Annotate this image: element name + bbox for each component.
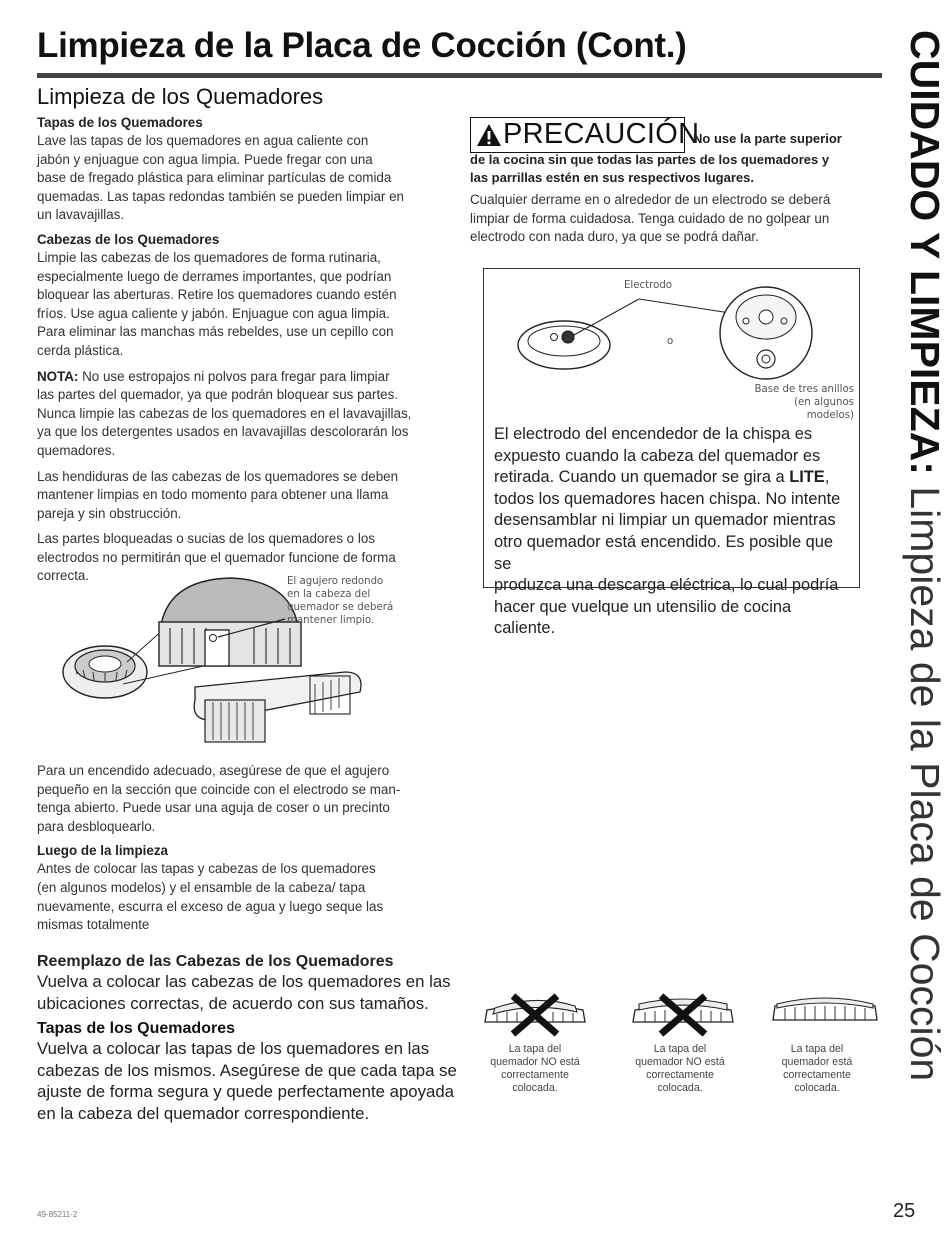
line: Base de tres anillos <box>754 384 854 395</box>
line: Limpie las cabezas de los quemadores de forma rutinaria, <box>37 249 381 265</box>
line: quemador se deberá <box>287 602 394 613</box>
line: quemador está <box>781 1056 853 1068</box>
line: hacer que vuelque un utensilio de cocina caliente. <box>494 597 792 638</box>
cap-incorrect-2 <box>633 996 733 1034</box>
line: en la cabeza del <box>287 589 371 600</box>
line: El electrodo del encendedor de la chispa es <box>494 425 813 443</box>
line: Antes de colocar las tapas y cabezas de los quemadores <box>37 861 376 877</box>
line: especialmente luego de derrames importantes, que podrían <box>37 268 392 284</box>
line: Nunca limpie las cabezas de los quemadores en el lavavajillas, <box>37 405 412 421</box>
line: produzca una descarga eléctrica, lo cual podría <box>494 576 839 595</box>
line: las parrillas estén en sus respectivos lugares. <box>470 170 754 185</box>
line: (en algunos modelos) y el ensamble de la cabeza/ tapa <box>37 879 366 895</box>
line: La tapa del <box>653 1043 707 1055</box>
page-title: Limpieza de la Placa de Cocción (Cont.) <box>37 26 687 65</box>
warning-first-line: No use la parte superior <box>693 131 842 146</box>
line: quemadores. <box>37 442 116 458</box>
line: Para un encendido adecuado, asegúrese de que el agujero <box>37 763 390 778</box>
line: correctamente <box>501 1069 569 1081</box>
line: ya que los detergentes usados en lavavajillas descolorarán los <box>37 424 409 440</box>
line: La tapa del <box>790 1043 844 1055</box>
heading-cabezas: Cabezas de los Quemadores <box>37 231 220 247</box>
cap-incorrect-1 <box>485 996 585 1034</box>
title-rule <box>37 73 882 78</box>
line: , <box>824 468 830 487</box>
line: cerda plástica. <box>37 342 124 358</box>
cap-correct <box>773 998 877 1020</box>
paragraph-nota <box>37 368 447 461</box>
line: electrodo con nada duro, ya que se podrá dañar. <box>470 229 759 245</box>
line: jabón y enjuague con agua limpia. Puede fregar con una <box>37 151 373 167</box>
line: pequeño en la sección que coincide con el electrodo se man- <box>37 781 401 797</box>
line: fríos. Use agua caliente y jabón. Enjuague con agua limpia. <box>37 305 390 321</box>
line: limpiar de forma cuidadosa. Tenga cuidado de no golpear un <box>470 210 830 226</box>
line: bloquear las aberturas. Retire los quemadores cuando estén <box>37 287 397 303</box>
line: Vuelva a colocar las cabezas de los quemadores en las <box>37 972 451 991</box>
heading-luego: Luego de la limpieza <box>37 843 168 859</box>
line: quemadas. Las tapas redondas también se pueden limpiar en <box>37 188 404 204</box>
line: quemador NO está <box>490 1056 580 1068</box>
line: electrodos no permitirán que el quemador funcione de forma <box>37 549 396 565</box>
line: de la cocina sin que todas las partes de los quemadores y <box>470 152 830 167</box>
line: colocada. <box>512 1082 558 1094</box>
precaucion-label: PRECAUCIÓN <box>503 118 700 150</box>
page-number: 25 <box>893 1200 916 1222</box>
cap-diagrams <box>475 990 895 1040</box>
line: cabezas de los mismos. Asegúrese de que cada tapa se <box>37 1060 457 1080</box>
line: No use estropajos ni polvos para fregar para limpiar <box>78 368 390 384</box>
line: mismas totalmente <box>37 917 150 933</box>
side-title-light: Limpieza de la Placa de Cocción <box>902 474 948 1082</box>
line: Para eliminar las manchas más rebeldes, use un cepillo con <box>37 324 394 340</box>
line: quemador NO está <box>635 1056 725 1068</box>
caption-correct <box>742 1043 892 1095</box>
lite-label: LITE <box>789 468 825 487</box>
line: base de fregado plástica para eliminar partículas de comida <box>37 170 392 186</box>
line: mantener limpio. <box>287 615 375 626</box>
derrame-block <box>470 191 890 247</box>
or-label: o <box>667 336 674 347</box>
line: correcta. <box>37 568 90 584</box>
line: ajuste de forma segura y quede perfectamente apoyada <box>37 1082 455 1101</box>
bottom-text <box>37 953 467 1124</box>
paragraph-tapas2 <box>37 1038 467 1124</box>
electrode-figure <box>483 268 860 638</box>
warning-icon <box>476 123 502 147</box>
left-column <box>37 114 447 586</box>
caption-incorrect-2 <box>605 1043 755 1095</box>
line: Cualquier derrame en o alrededor de un electrodo se deberá <box>470 192 831 207</box>
line: Lave las tapas de los quemadores en agua caliente con <box>37 133 369 148</box>
electrodo-label: Electrodo <box>624 280 673 291</box>
line: pareja y sin obstrucción. <box>37 505 182 521</box>
caption-incorrect-1 <box>460 1043 610 1095</box>
line: Las hendiduras de las cabezas de los quemadores se deben <box>37 468 399 484</box>
line: colocada. <box>794 1082 840 1094</box>
line: correctamente <box>783 1069 851 1081</box>
hole-label <box>287 575 393 627</box>
side-title-bold: CUIDADO Y LIMPIEZA: <box>902 30 948 475</box>
line: correctamente <box>646 1069 714 1081</box>
heading-tapas2-text: Tapas de los Quemadores <box>37 1020 235 1037</box>
electrode-box-text <box>494 424 854 640</box>
line: La tapa del <box>508 1043 562 1055</box>
line: tenga abierto. Puede usar una aguja de coser o un precinto <box>37 800 390 816</box>
line: Vuelva a colocar las tapas de los quemadores en las <box>37 1039 430 1058</box>
line: Las partes bloqueadas o sucias de los quemadores o los <box>37 531 375 547</box>
line: las partes del quemador, ya que podrán bloquear sus partes. <box>37 387 399 403</box>
line: desensamblar ni limpiar un quemador mientras <box>494 511 836 530</box>
heading-tapas2 <box>37 1020 467 1038</box>
paragraph-encendido <box>37 762 447 836</box>
line: (en algunos modelos) <box>794 397 854 421</box>
doc-number: 49-85211-2 <box>37 1210 78 1219</box>
line: todos los quemadores hacen chispa. No intente <box>494 489 841 508</box>
left-column-lower <box>37 762 447 935</box>
line: nuevamente, escurra el exceso de agua y luego seque las <box>37 898 384 914</box>
precaucion-box <box>470 117 700 153</box>
line: colocada. <box>657 1082 703 1094</box>
line: otro quemador está encendido. Es posible que se <box>494 532 833 573</box>
line: mantener limpias en todo momento para obtener una llama <box>37 487 389 503</box>
base-label <box>744 383 854 422</box>
paragraph-luego <box>37 860 447 934</box>
paragraph-reemplazo <box>37 971 467 1014</box>
heading-tapas: Tapas de los Quemadores <box>37 115 203 130</box>
line: retirada. Cuando un quemador se gira a <box>494 468 790 487</box>
line: ubicaciones correctas, de acuerdo con sus tamaños. <box>37 993 429 1013</box>
paragraph-cabezas <box>37 249 447 361</box>
section-title: Limpieza de los Quemadores <box>37 84 324 109</box>
line: El agujero redondo <box>287 576 384 587</box>
line: en la cabeza del quemador correspondiente. <box>37 1103 370 1123</box>
side-section-title <box>901 30 948 1081</box>
paragraph-derrame <box>470 191 890 247</box>
paragraph-electrode <box>494 424 854 640</box>
paragraph-hendiduras <box>37 468 447 524</box>
line: para desbloquearlo. <box>37 818 156 834</box>
paragraph-tapas <box>37 132 447 225</box>
heading-reemplazo: Reemplazo de las Cabezas de los Quemadores <box>37 953 394 970</box>
line: un lavavajillas. <box>37 207 125 223</box>
line: expuesto cuando la cabeza del quemador es <box>494 446 821 465</box>
warning-text <box>470 151 890 187</box>
nota-label: NOTA: <box>37 368 79 384</box>
